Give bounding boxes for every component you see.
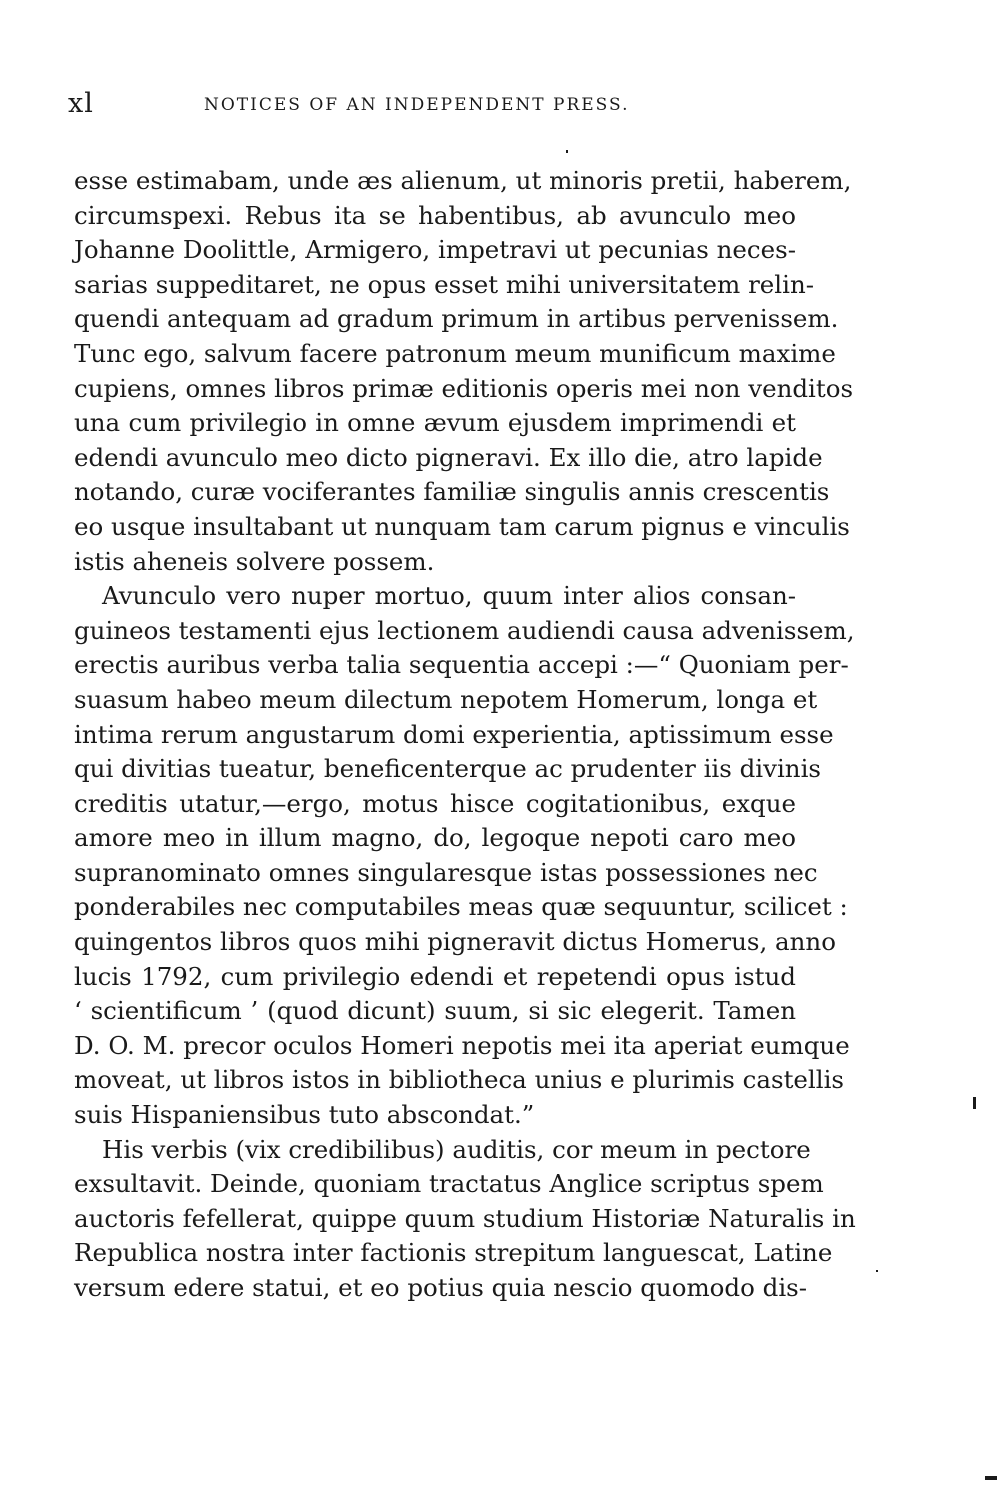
text-line: guineos testamenti ejus lectionem audiendi causa advenissem, (74, 615, 855, 645)
text-line: notando, curæ vociferantes familiæ singulis annis crescentis (74, 477, 830, 507)
text-line: ‘ scientificum ’ (quod dicunt) suum, si sic elegerit. Tamen (74, 996, 796, 1026)
print-speck (566, 150, 568, 153)
text-line: qui divitias tueatur, beneficenterque ac prudenter iis divinis (74, 754, 821, 784)
text-line: circumspexi. Rebus ita se habentibus, ab avunculo meo (74, 200, 796, 230)
text-line: supranominato omnes singularesque istas possessiones nec (74, 857, 818, 887)
text-line: Republica nostra inter factionis strepitum languescat, Latine (74, 1238, 833, 1268)
paragraph (74, 1133, 856, 1306)
text-line: quendi antequam ad gradum primum in artibus pervenissem. (74, 304, 839, 334)
text-line: ponderabiles nec computabiles meas quæ sequuntur, scilicet : (74, 892, 848, 922)
text-line: eo usque insultabant ut nunquam tam carum pignus e vinculis (74, 511, 850, 541)
text-line: amore meo in illum magno, do, legoque nepoti caro meo (74, 823, 796, 853)
text-line: exsultavit. Deinde, quoniam tractatus Anglice scriptus spem (74, 1169, 824, 1199)
text-line: Avunculo vero nuper mortuo, quum inter alios consan- (102, 581, 796, 611)
paragraph (74, 164, 854, 579)
print-speck (876, 1270, 878, 1272)
text-line: edendi avunculo meo dicto pigneravi. Ex illo die, atro lapide (74, 442, 823, 472)
print-speck (985, 1476, 997, 1480)
text-line: versum edere statui, et eo potius quia nescio quomodo dis- (74, 1273, 808, 1302)
text-line: D. O. M. precor oculos Homeri nepotis mei ita aperiat eumque (74, 1030, 850, 1060)
text-line: Johanne Doolittle, Armigero, impetravi ut pecunias neces- (74, 235, 796, 265)
text-line: esse estimabam, unde æs alienum, ut minoris pretii, haberem, (74, 166, 852, 195)
text-line: lucis 1792, cum privilegio edendi et repetendi opus istud (74, 961, 796, 991)
text-line: sarias suppeditaret, ne opus esset mihi universitatem relin- (74, 269, 815, 299)
text-line: auctoris fefellerat, quippe quum studium Historiæ Naturalis in (74, 1203, 856, 1233)
running-title: NOTICES OF AN INDEPENDENT PRESS. (204, 95, 630, 115)
text-line: suasum habeo meum dilectum nepotem Homerum, longa et (74, 684, 818, 714)
text-line: cupiens, omnes libros primæ editionis operis mei non venditos (74, 373, 854, 403)
paragraph (74, 579, 855, 1133)
text-line: istis aheneis solvere possem. (74, 546, 435, 576)
print-speck (973, 1097, 976, 1109)
text-line: intima rerum angustarum domi experientia, aptissimum esse (74, 719, 834, 749)
text-line: una cum privilegio in omne ævum ejusdem imprimendi et (74, 408, 796, 438)
page-number: xl (68, 88, 94, 119)
text-line: erectis auribus verba talia sequentia accepi :—“ Quoniam per- (74, 650, 849, 680)
text-line: quingentos libros quos mihi pigneravit dictus Homerus, anno (74, 927, 836, 957)
text-line: His verbis (vix credibilibus) auditis, cor meum in pectore (102, 1134, 811, 1164)
text-line: moveat, ut libros istos in bibliotheca unius e plurimis castellis (74, 1065, 844, 1095)
text-line: creditis utatur,—ergo, motus hisce cogitationibus, exque (74, 788, 796, 818)
body-text (74, 164, 856, 1306)
text-line: Tunc ego, salvum facere patronum meum munificum maxime (74, 338, 836, 368)
text-line: suis Hispaniensibus tuto abscondat.” (74, 1100, 535, 1130)
